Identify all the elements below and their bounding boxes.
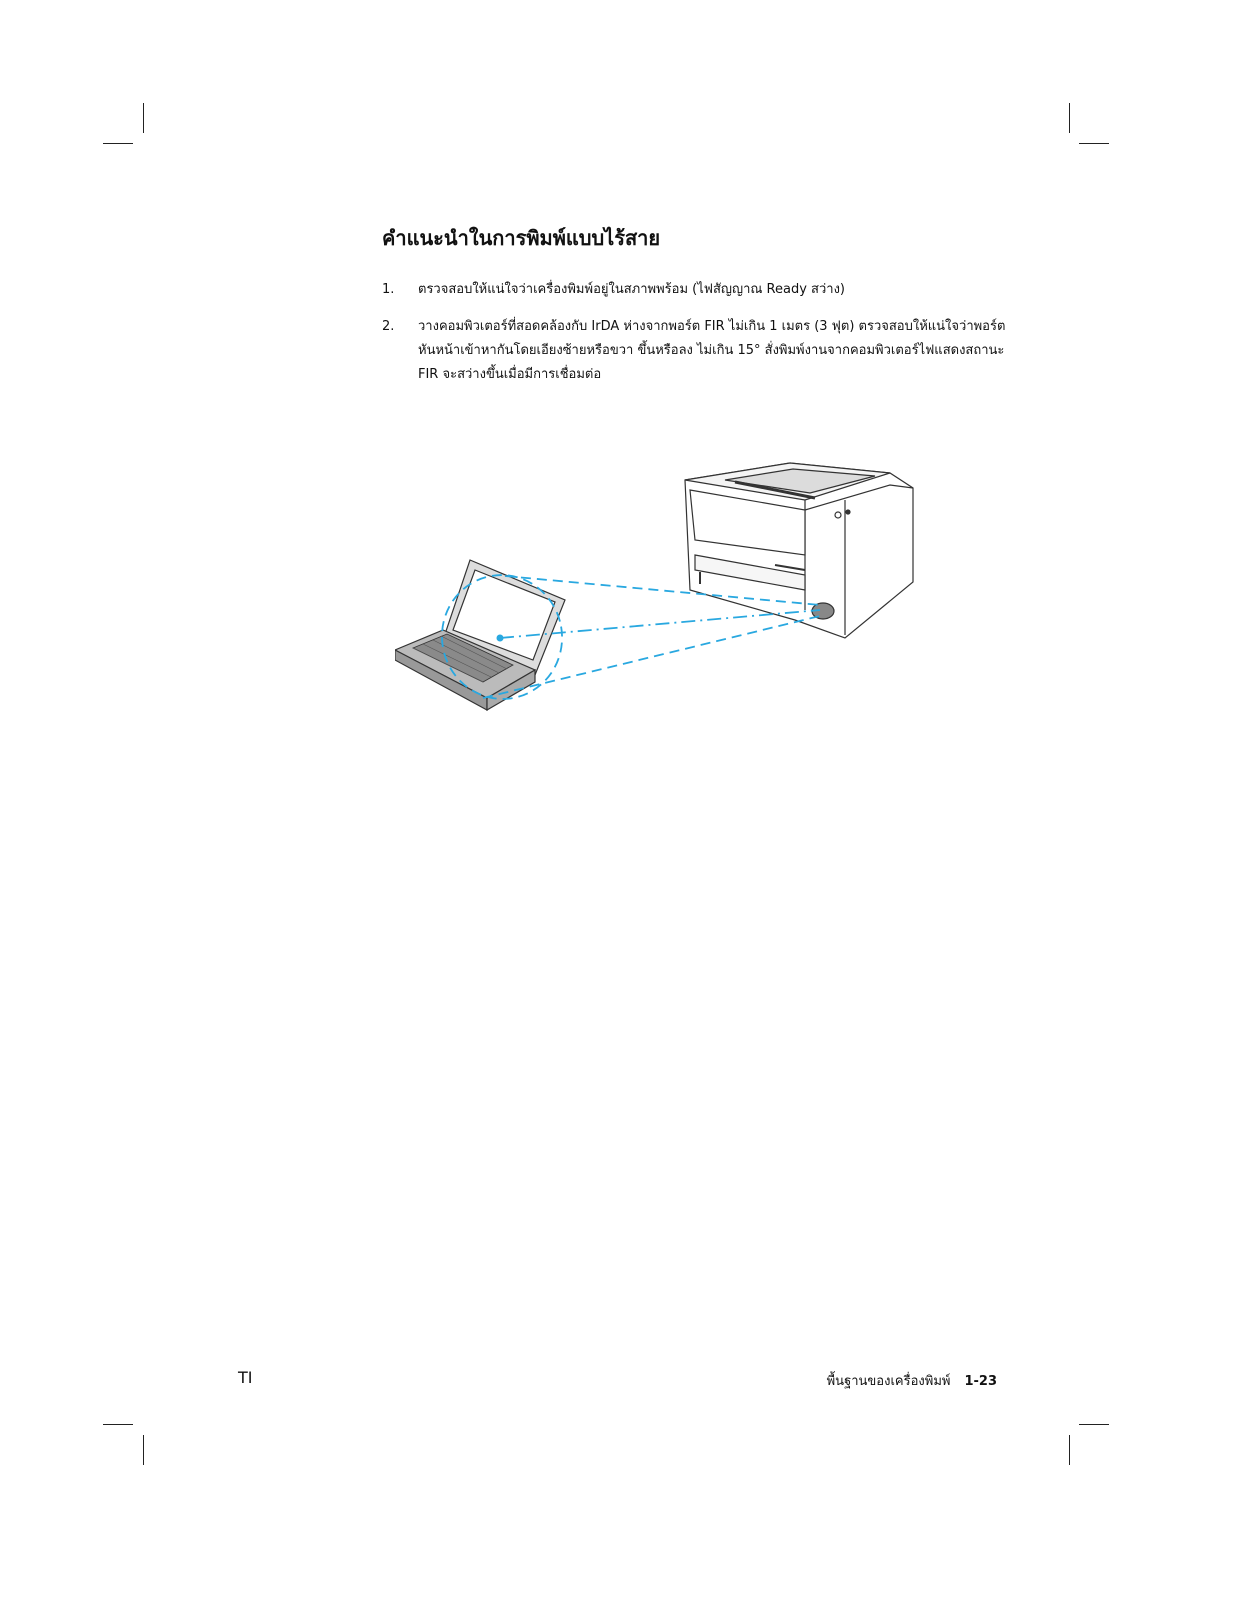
printer-illustration [685,463,913,638]
footer-page-info [827,1370,997,1391]
crop-mark [1069,103,1070,133]
page-number: 1-23 [964,1374,997,1389]
crop-mark [1079,143,1109,144]
ir-sensor-dot [497,635,504,642]
crop-mark [103,143,133,144]
step-number: 1. [382,282,395,297]
page-title: คำแนะนำในการพิมพ์แบบไร้สาย [382,226,661,250]
footer-left-label: TI [238,1368,253,1387]
crop-mark [143,1435,144,1465]
crop-mark [1069,1435,1070,1465]
crop-mark [103,1424,133,1425]
footer-section-title: พื้นฐานของเครื่องพิมพ์ [826,1374,951,1389]
step-text: ตรวจสอบให้แน่ใจว่าเครื่องพิมพ์อยู่ในสภาพพร้อม (ไฟสัญญาณ Ready สว่าง) [418,282,846,297]
step-text: วางคอมพิวเตอร์ที่สอดคล้องกับ IrDA ห่างจากพอร์ต FIR ไม่เกิน 1 เมตร (3 ฟุต) ตรวจสอบให้แน่ใจว่าพอร์ตหันหน้าเข้าหากันโดยเอียงซ้ายหรือขวา ขึ้นหรือลง ไม่เกิน 15° สั่งพิมพ์งานจากคอมพิวเตอร์ไฟแสดงสถานะ FIR จะสว่างขึ้นเมื่อมีการเชื่อมต่อ [418,319,1006,382]
wireless-print-illustration [395,460,935,735]
crop-mark [1079,1424,1109,1425]
step-number: 2. [382,319,395,334]
crop-mark [143,103,144,133]
